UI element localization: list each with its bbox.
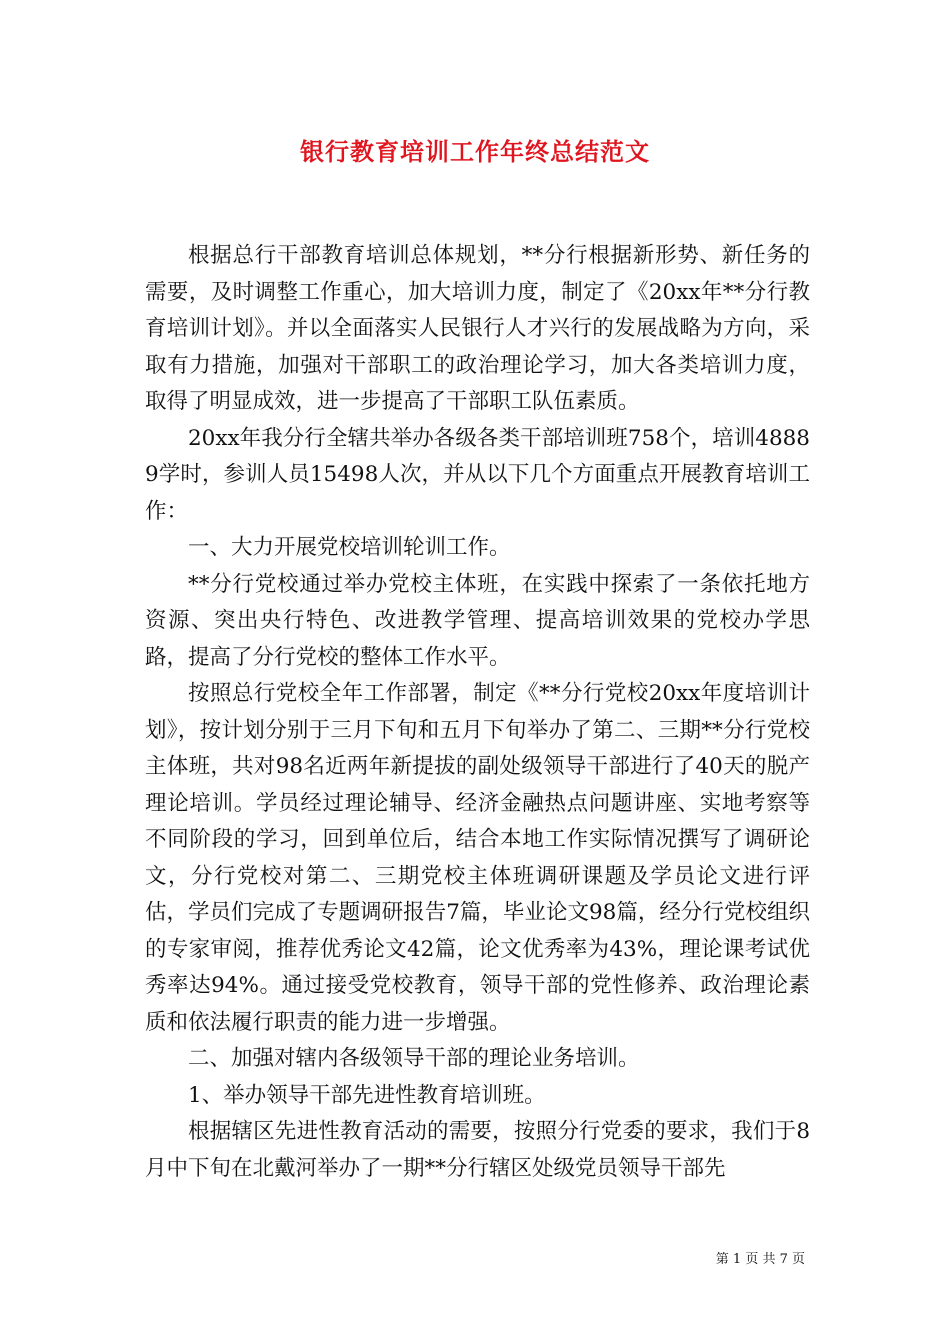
section-heading-2: 二、加强对辖内各级领导干部的理论业务培训。 — [188, 1046, 640, 1071]
document-body — [145, 238, 810, 1187]
paragraph-advanced-education: 根据辖区先进性教育活动的需要，按照分行党委的要求，我们于8月中下旬在北戴河举办了一期**分行辖区处级党员领导干部先 — [145, 1119, 810, 1181]
paragraph-party-school: **分行党校通过举办党校主体班，在实践中探索了一条依托地方资源、突出央行特色、改进教学管理、提高培训效果的党校办学思路，提高了分行党校的整体工作水平。 — [145, 571, 810, 670]
paragraph-intro: 根据总行干部教育培训总体规划，**分行根据新形势、新任务的需要，及时调整工作重心，加大培训力度，制定了《20xx年**分行教育培训计划》。并以全面落实人民银行人才兴行的发展战略为方向，采取有力措施，加强对干部职工的政治理论学习，加大各类培训力度，取得了明显成效，进一步提高了干部职工队伍素质。 — [145, 243, 810, 414]
paragraph-party-school-plan: 按照总行党校全年工作部署，制定《**分行党校20xx年度培训计划》，按计划分别于三月下旬和五月下旬举办了第二、三期**分行党校主体班，共对98名近两年新提拔的副处级领导干部进行了40天的脱产理论培训。学员经过理论辅导、经济金融热点问题讲座、实地考察等不同阶段的学习，回到单位后，结合本地工作实际情况撰写了调研论文，分行党校对第二、三期党校主体班调研课题及学员论文进行评估，学员们完成了专题调研报告7篇，毕业论文98篇，经分行党校组织的专家审阅，推荐优秀论文42篇，论文优秀率为43%，理论课考试优秀率达94%。通过接受党校教育，领导干部的党性修养、政治理论素质和依法履行职责的能力进一步增强。 — [145, 681, 810, 1035]
subsection-heading-1: 1、举办领导干部先进性教育培训班。 — [188, 1082, 546, 1108]
page-number: 第 1 页 共 7 页 — [715, 1252, 805, 1267]
document-title: 银行教育培训工作年终总结范文 — [300, 137, 650, 166]
section-heading-1: 一、大力开展党校培训轮训工作。 — [188, 535, 511, 560]
paragraph-summary: 20xx年我分行全辖共举办各级各类干部培训班758个，培训48889学时，参训人员15498人次，并从以下几个方面重点开展教育培训工作： — [145, 425, 810, 524]
